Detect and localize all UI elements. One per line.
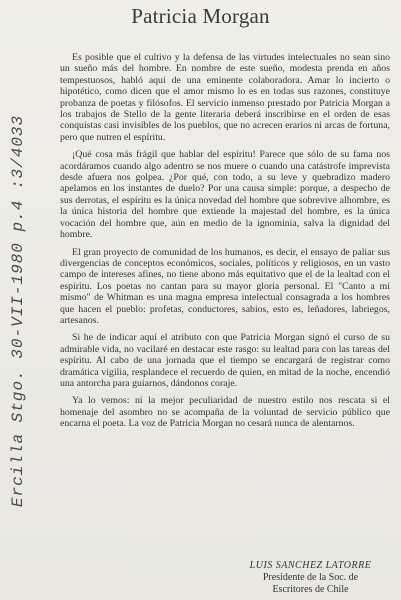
paragraph-4: Si he de indicar aquí el atributo con que Patricia Morgan signó el curso de su admirable vida, no vacilaré en destacar este rasgo: su lealtad para con las tareas del espíritu. Al cabo de una jornada que el tiempo se encargará de registrar como dramática vigilia, resplandece el recuerdo de quien, en mitad de la noche, encendió una antorcha para guiarnos, dándonos coraje. — [60, 332, 390, 389]
author-org: Escritores de Chile — [272, 584, 349, 595]
paragraph-5: Ya lo vemos: ni la mejor peculiaridad de nuestro estilo nos rescata si el homenaje del asombro no se acompaña de la voluntad de servicio público que encarna el poeta. La voz de Patricia Morgan no cesará nunca de alentarnos. — [60, 395, 390, 430]
margin-note-text: Ercilla Stgo. 30-VII-1980 p.4 :3/4033 — [9, 114, 28, 508]
paragraph-2: ¡Qué cosa más frágil que hablar del espíritu! Parece que sólo de su fama nos acordáramos cuando algo adentro se nos muere o cuando una catástrofe imprevista desde afuera nos golpea. ¿Por qué, con todo, a su leve y quebradizo madero apelamos en los instantes de duelo? Por una causa simple: porque, a despecho de sus derrotas, el espíritu es la única novedad del hombre que sobrevive alhombre, es la única historia del hombre que extiende la majestad del hombre, es la única vocación del hombre que, aún en medio de la ignominia, salva la dignidad del hombre. — [60, 149, 390, 241]
author-role: Presidente de la Soc. de — [262, 572, 359, 583]
paragraph-1: Es posible que el cultivo y la defensa de las virtudes intelectuales no sean sino un sueño más del hombre. En nombre de este sueño, modesta prenda en años tempestuosos, habló aquí de una eminente colaboradora. Amar lo incierto o hipotético, como dicen que el amor mismo lo es en todas sus razones, constituye probanza de poetas y filósofos. El servicio inmenso prestado por Patricia Morgan a los trabajos de Stello de la gente literaria deberá inscribirse en el orden de esas conquistas casi invisibles de los pueblos, que no acrecen erarios ni arcas de fortuna, pero que nutren el espíritu. — [60, 52, 390, 143]
article-body — [60, 52, 390, 436]
handwritten-margin-note — [0, 56, 42, 566]
author-name: LUIS SANCHEZ LATORRE — [249, 560, 372, 571]
signature-block — [228, 560, 393, 596]
paragraph-3: El gran proyecto de comunidad de los humanos, es decir, el ensayo de paliar sus divergencias de conceptos económicos, sociales, políticos y religiosos, en un vasto campo de intereses afines, no tiene abono más equitativo que el de la lealtad con el espíritu. Los poetas no cantan para su mayor gloria personal. El "Canto a mí mismo" de Whitman es una magna empresa intelectual consagrada a los hombres que hacen el pueblo: profetas, conductores, sabios, esto es, leñadores, labriegos, artesanos. — [60, 246, 390, 326]
article-title: Patricia Morgan — [131, 4, 270, 28]
